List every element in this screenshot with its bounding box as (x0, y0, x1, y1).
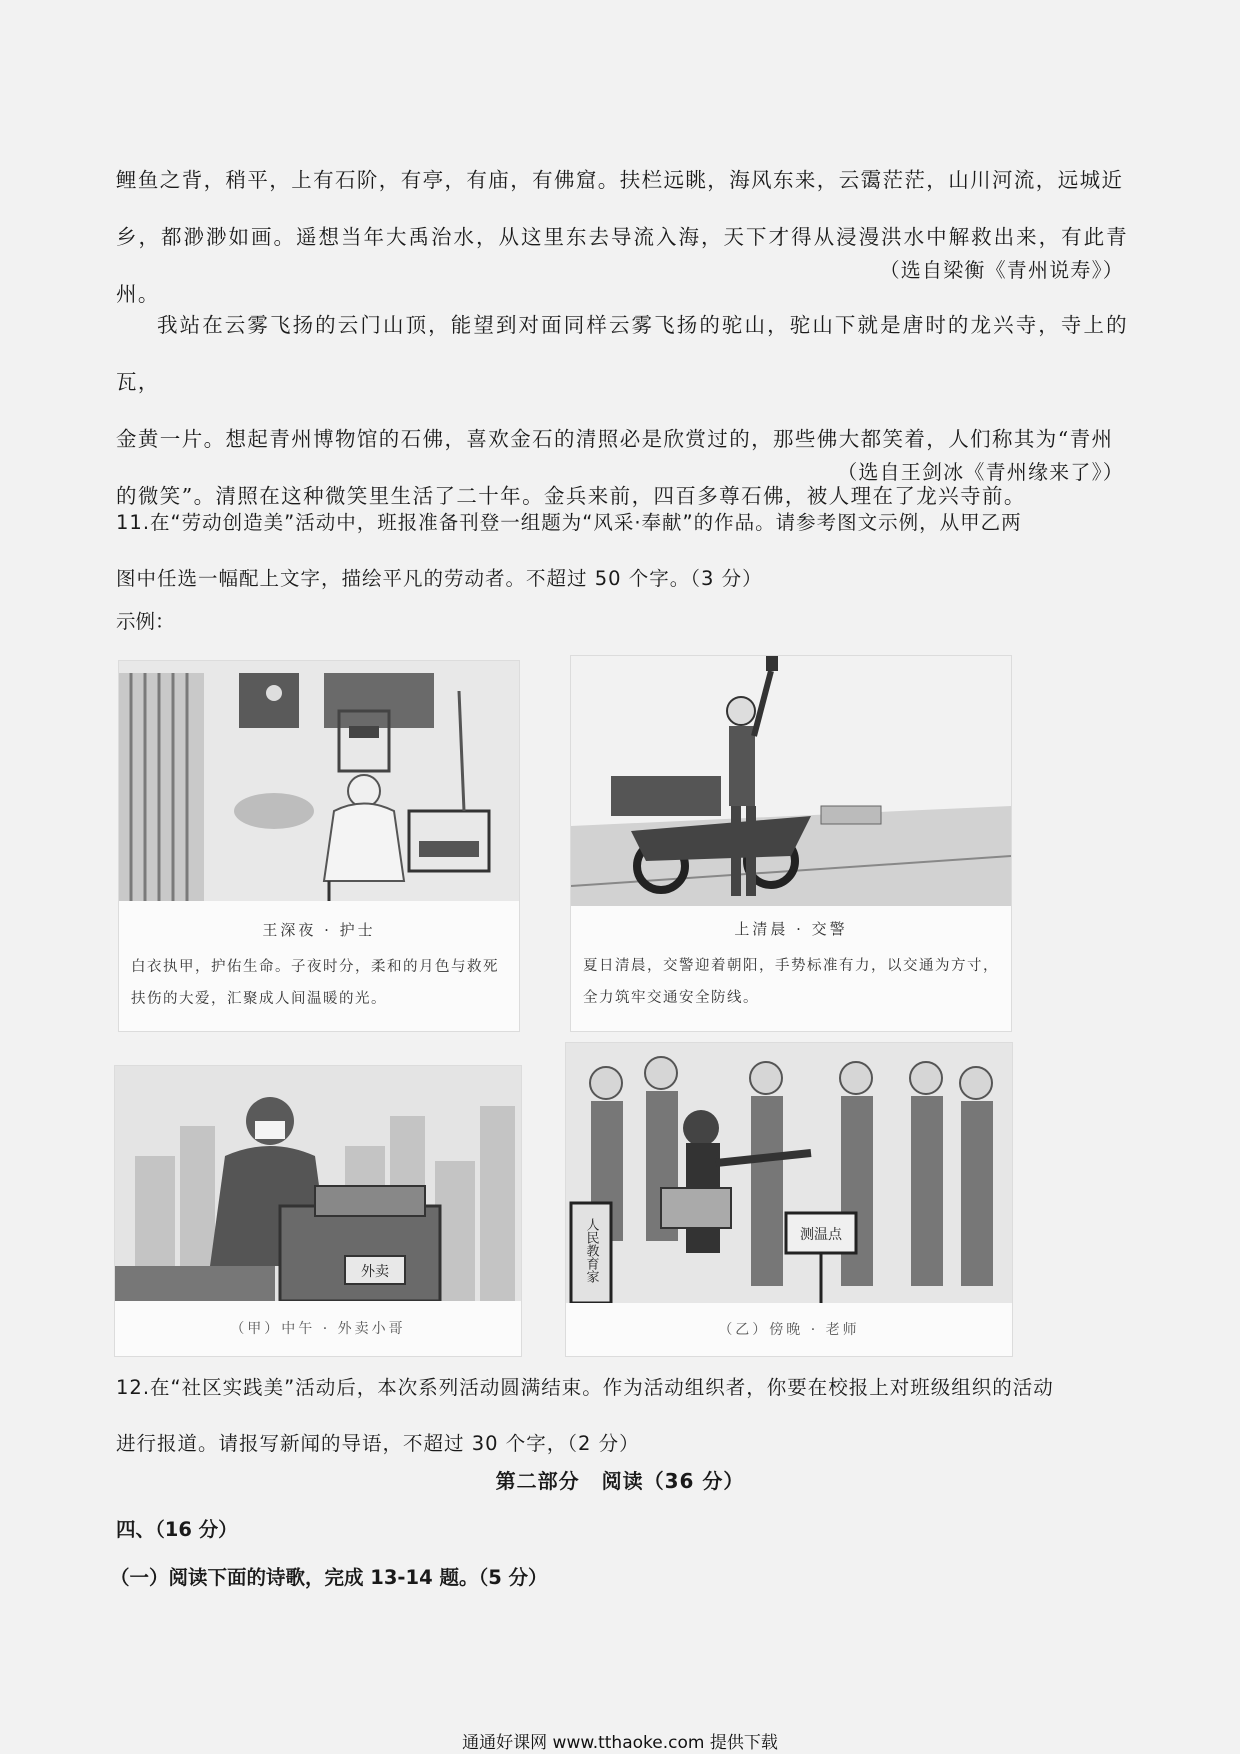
teacher-caption: （乙）傍晚 · 老师 (718, 1322, 860, 1338)
section-heading (0, 1465, 1240, 1494)
section-part: 第二部分 (495, 1469, 580, 1493)
police-caption-title: 上清晨 · 交警 (734, 920, 848, 938)
nurse-caption-text: 白衣执甲，护佑生命。子夜时分，柔和的月色与救死扶伤的大爱，汇聚成人间温暖的光。 (131, 959, 499, 1007)
passage-line: 乡，都渺渺如画。遥想当年大禹治水，从这里东去导流入海，天下才得从浸漫洪水中解救出来，有此青州。 (116, 225, 1128, 306)
example-label: 示例： (116, 610, 175, 633)
passage-line: 鲤鱼之背，稍平，上有石阶，有亭，有庙，有佛窟。扶栏远眺，海风东来，云霭茫茫，山川河流，远城近 (116, 168, 1124, 192)
courier-illustration (115, 1066, 521, 1301)
passage-line: 的微笑”。清照在这种微笑里生活了二十年。金兵来前，四百多尊石佛，被人理在了龙兴寺前。 (116, 484, 1026, 508)
teacher-illustration (566, 1043, 1012, 1303)
question-line: 12.在“社区实践美”活动后，本次系列活动圆满结束。作为活动组织者，你要在校报上对班级组织的活动 (116, 1376, 1054, 1399)
figure-police (570, 655, 1012, 1032)
page-footer: 通通好课网 www.tthaoke.com 提供下载 (462, 1733, 778, 1753)
figure-teacher (565, 1042, 1013, 1357)
source-citation-2: （选自王剑冰《青州缘来了》） (837, 460, 1124, 484)
figure-courier (114, 1065, 522, 1357)
courier-caption: （甲）中午 · 外卖小哥 (230, 1321, 406, 1337)
teacher-sign-right: 测温点 (800, 1227, 842, 1243)
teacher-sign-left: 人民教育家 (583, 1218, 599, 1283)
subsection-four: 四、（16 分） (116, 1518, 238, 1541)
question-line: 11.在“劳动创造美”活动中，班报准备刊登一组题为“风采·奉献”的作品。请参考图文示例，从甲乙两 (116, 511, 1022, 534)
question-line: 进行报道。请报写新闻的导语，不超过 30 个字，（2 分） (116, 1432, 640, 1455)
passage-line: 我站在云雾飞扬的云门山顶，能望到对面同样云雾飞扬的驼山，驼山下就是唐时的龙兴寺，寺上的瓦， (116, 313, 1128, 394)
police-illustration (571, 656, 1011, 906)
nurse-caption-title: 王深夜 · 护士 (262, 921, 376, 939)
subsection-one-instruction: （一）阅读下面的诗歌，完成 13-14 题。（5 分） (110, 1566, 548, 1589)
nurse-illustration (119, 661, 519, 901)
source-citation-1: （选自梁衡《青州说寿》） (879, 258, 1124, 282)
question-11 (116, 495, 1128, 607)
section-name: 阅读（36 分） (601, 1469, 745, 1493)
figure-nurse (118, 660, 520, 1032)
question-line: 图中任选一幅配上文字，描绘平凡的劳动者。不超过 50 个字。（3 分） (116, 567, 763, 590)
police-caption-text: 夏日清晨，交警迎着朝阳，手势标准有力，以交通为方寸，全力筑牢交通安全防线。 (583, 958, 999, 1006)
courier-box-text: 外卖 (361, 1264, 389, 1280)
question-12 (116, 1360, 1128, 1472)
passage-line: 金黄一片。想起青州博物馆的石佛，喜欢金石的清照必是欣赏过的，那些佛大都笑着，人们称其为“青州 (116, 427, 1114, 451)
